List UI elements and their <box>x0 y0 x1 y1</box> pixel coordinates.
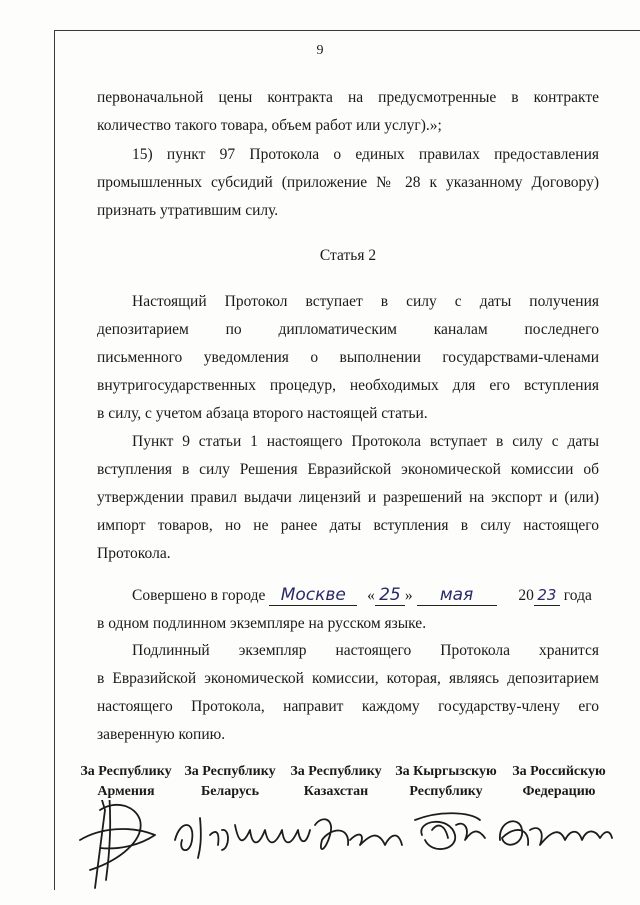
article-heading: Статья 2 <box>319 247 377 264</box>
text-line: Протокола. <box>97 545 171 562</box>
paragraph-depositary <box>97 637 599 749</box>
city-handwritten: Москве <box>269 585 357 606</box>
signatory-line1: За Республику <box>290 764 382 779</box>
done-at-line <box>97 582 599 610</box>
signatory-line1: За Кыргызскую <box>395 764 497 779</box>
scan-border-left <box>54 30 55 890</box>
signatory-line2: Федерацию <box>522 784 596 799</box>
text-line: Настоящий Протокол вступает в силу с даты получения <box>132 293 599 310</box>
text-line: в силу, с учетом абзаца второго настоящей статьи. <box>97 405 428 422</box>
year-prefix: 20 <box>518 587 534 604</box>
paragraph-entry-into-force <box>97 288 599 428</box>
year-suffix: года <box>563 587 592 604</box>
paragraph-item-15 <box>97 141 599 225</box>
text-line: в Евразийской экономической комиссии, которая, являясь депозитарием <box>97 670 599 687</box>
signatory-line2: Беларусь <box>200 784 260 799</box>
handwritten-signatures <box>60 800 620 895</box>
paragraph-item-9 <box>97 428 599 568</box>
text-line: депозитарием по дипломатическим каналам последнего <box>97 321 599 338</box>
signature-armenia <box>80 800 155 888</box>
signatory-line2: Казахстан <box>303 784 369 799</box>
text-line: Пункт 9 статьи 1 настоящего Протокола вступает в силу с даты <box>132 433 599 450</box>
text-line: признать утратившим силу. <box>97 202 279 219</box>
signatory-kazakhstan <box>284 762 388 802</box>
text-line: внутригосударственных процедур, необходимых для его вступления <box>97 377 599 394</box>
text-line: импорт товаров, но не ранее даты вступления в силу настоящего <box>97 517 599 534</box>
text-line: заверенную копию. <box>97 726 226 743</box>
signatory-kyrgyzstan <box>390 762 502 802</box>
signature-belarus <box>175 818 310 858</box>
quote-open: « <box>367 587 375 604</box>
text-line: утверждении правил выдачи лицензий и разрешений на экспорт и (или) <box>97 489 599 506</box>
blank-line <box>497 582 515 610</box>
signatory-belarus <box>178 762 282 802</box>
done-at-prefix: Совершено в городе <box>132 587 266 604</box>
text-line: 15) пункт 97 Протокола о единых правилах предоставления <box>132 146 599 163</box>
page-number: 9 <box>316 43 324 58</box>
text-line: вступления в силу Решения Евразийской экономической комиссии об <box>97 461 599 478</box>
signatory-line2: Армения <box>97 784 155 799</box>
day-handwritten: 25 <box>375 585 405 606</box>
text-line: первоначальной цены контракта на предусмотренные в контракте <box>97 89 599 106</box>
signature-kyrgyzstan <box>415 813 485 849</box>
paragraph-done-at <box>97 582 599 638</box>
signature-kazakhstan <box>315 819 402 849</box>
month-handwritten: мая <box>417 585 497 606</box>
text-line: настоящего Протокола, направит каждому государству-члену его <box>97 698 599 715</box>
text-line: промышленных субсидий (приложение № 28 к указанному Договору) <box>97 174 599 191</box>
signatory-line1: За Республику <box>80 764 172 779</box>
signatory-line2: Республику <box>409 784 483 799</box>
text-line: Подлинный экземпляр настоящего Протокола хранится <box>132 642 599 659</box>
quote-close: » <box>404 587 413 604</box>
text-line: письменного уведомления о выполнении государствами-членами <box>97 349 599 366</box>
scan-border-top <box>54 30 640 31</box>
text-line: в одном подлинном экземпляре на русском языке. <box>97 615 427 632</box>
signatory-line1: За Российскую <box>512 764 606 779</box>
signatory-line1: За Республику <box>184 764 276 779</box>
signatory-armenia <box>74 762 178 802</box>
signature-russia <box>500 821 612 845</box>
paragraph-continuation <box>97 84 599 140</box>
signatory-russia <box>505 762 613 802</box>
text-line: количество такого товара, объем работ или услуг).»; <box>97 117 442 134</box>
year-handwritten: 23 <box>534 585 560 606</box>
